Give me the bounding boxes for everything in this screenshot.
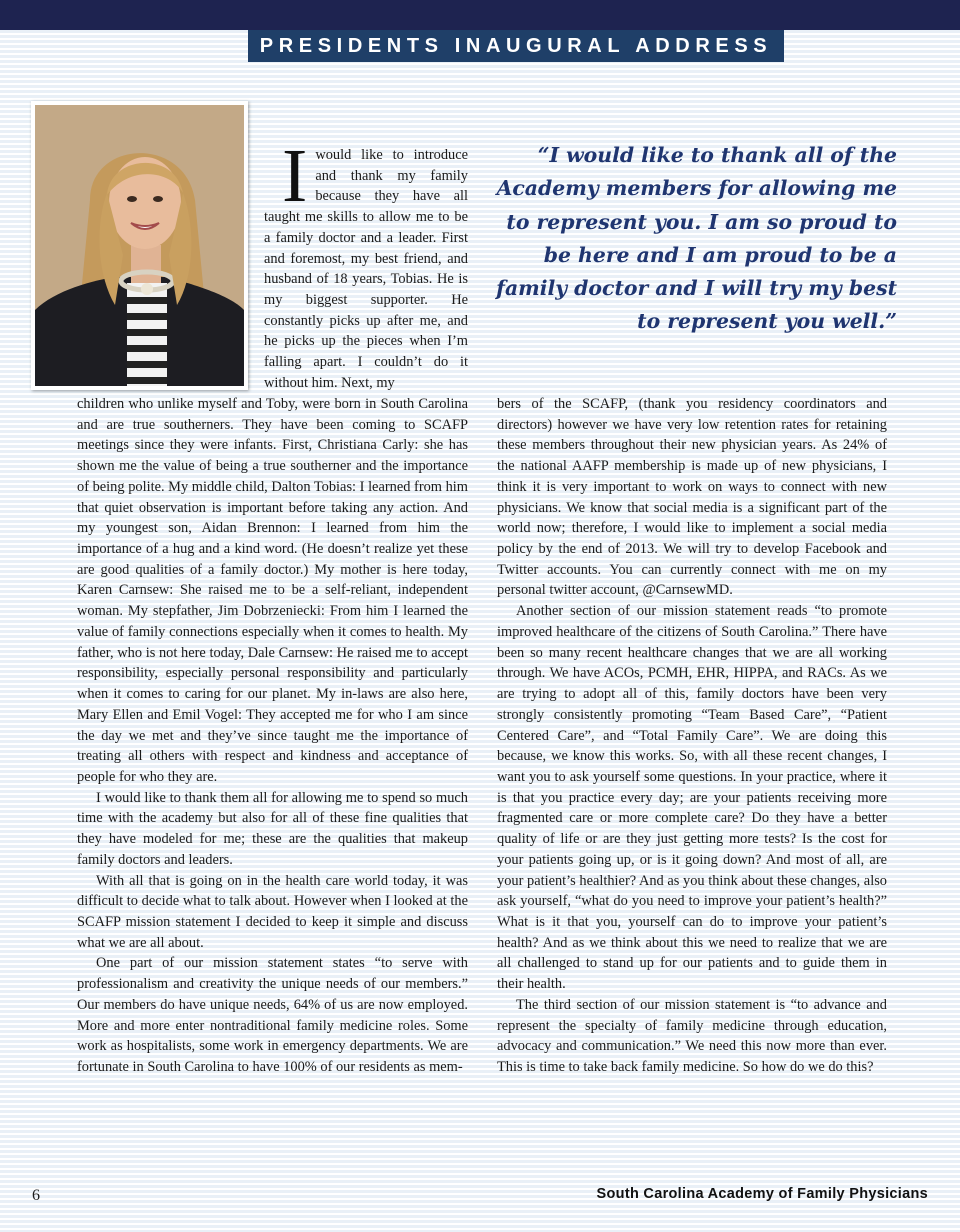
intro-paragraph xyxy=(264,134,468,393)
drop-cap: I xyxy=(282,134,308,218)
page-number: 6 xyxy=(32,1187,40,1204)
paragraph: Another section of our mission statement reads “to promote improved healthcare of the citizens of South Carolina.” There have been so many recent healthcare changes that we are all working through. We have ACOs, PCMH, EHR, HIPPA, and RACs. As we are trying to adopt all of this, family doctors have been very strongly consistently promoting “Team Based Care”, “Patient Centered Care”, and “Total Family Care”. We are doing this because, we know this works. So, with all these recent changes, I want you to ask yourself some questions. In your practice, where it is that you practice every day; are your patients receiving more fragmented care or more complete care? Do they have a better quality of life or are they just getting more tests? Is the cost for your patients going up, or is it going down? And most of all, are your patient’s healthier? And as you think about these changes, also ask yourself, “what do you need to improve your patient’s health?” What is it that you, yourself can do to improve your patient’s health? And as we think about this we need to realize that we are all challenged to stand up for our patients and to guide them in their health. xyxy=(497,603,887,993)
pull-quote: “I would like to thank all of the Academy members for allowing me to represent you. I am so proud to be here and I am proud to be a family doctor and I will try my best to represent you well.” xyxy=(496,143,897,334)
publication-name: South Carolina Academy of Family Physicians xyxy=(596,1186,928,1202)
paragraph: children who unlike myself and Toby, were born in South Carolina and are true southerners. They have been coming to SCAFP meetings since they were infants. First, Christiana Carly: she has shown me the value of being a true southerner and the importance of being polite. My middle child, Dalton Tobias: I learned from him that quiet observation is important before taking any action. And my youngest son, Aidan Brennon: I learned from him the importance of a hug and a kind word. (He doesn’t realize yet these are good qualities of a family doctor.) My mother is here today, Karen Carnsew: She raised me to be a self-reliant, independent woman. My stepfather, Jim Dobrzeniecki: From him I learned the value of family connections especially when it comes to health. My father, who is not here today, Dale Carnsew: He raised me to accept responsibility, especially personal responsibility and particularly when it comes to caring for our planet. My in-laws are also here, Mary Ellen and Emil Vogel: They accepted me for who I am since the day we met and they’ve since taught me the importance of treating all others with respect and kindness and acceptance of people for who they are. xyxy=(77,396,468,785)
intro-text: would like to introduce and thank my family because they have all taught me skills to allow me to be a family doctor and a leader. First and foremost, my best friend, and husband of 18 years, Tobias. He is my biggest supporter. He constantly picks up after me, and he picks up the pieces when I’m falling apart. I couldn’t do it without him. Next, my xyxy=(264,147,468,391)
author-photo xyxy=(31,101,248,390)
article-column-right xyxy=(497,394,887,1078)
paragraph: One part of our mission statement states “to serve with professionalism and creativity the unique needs of our members.” Our members do have unique needs, 64% of us are now employed. More and more enter nontraditional family medicine roles. Some work as hospitalists, some work in emergency departments. We are fortunate in South Carolina to have 100% of our residents as mem- xyxy=(77,955,468,1075)
paragraph: The third section of our mission statement is “to advance and represent the specialty of family medicine through education, advocacy and communication.” We need this now more than ever. This is time to take back family medicine. So how do we do this? xyxy=(497,996,887,1075)
page-title: PRESIDENTS INAUGURAL ADDRESS xyxy=(248,30,784,62)
paragraph: bers of the SCAFP, (thank you residency coordinators and directors) however we have very low retention rates for retaining these members throughout their new physician years. As 24% of the national AAFP membership is made up of new physicians, I think it is very important to work on ways to connect with new physicians. We know that social media is a significant part of the world now; therefore, I would like to implement a social media policy by the end of 2013. We will try to develop Facebook and Twitter accounts. You can currently connect with me on my personal twitter account, @CarnsewMD. xyxy=(497,396,887,599)
paragraph: I would like to thank them all for allowing me to spend so much time with the academy but also for all of these fine qualities that they have modeled for me; these are the qualities that makeup family doctors and leaders. xyxy=(77,789,468,868)
article-column-left xyxy=(77,394,468,1078)
header-bar xyxy=(0,0,960,30)
paragraph: With all that is going on in the health care world today, it was difficult to decide what to talk about. However when I looked at the SCAFP mission statement I decided to keep it simple and discuss what we are all about. xyxy=(77,872,468,951)
